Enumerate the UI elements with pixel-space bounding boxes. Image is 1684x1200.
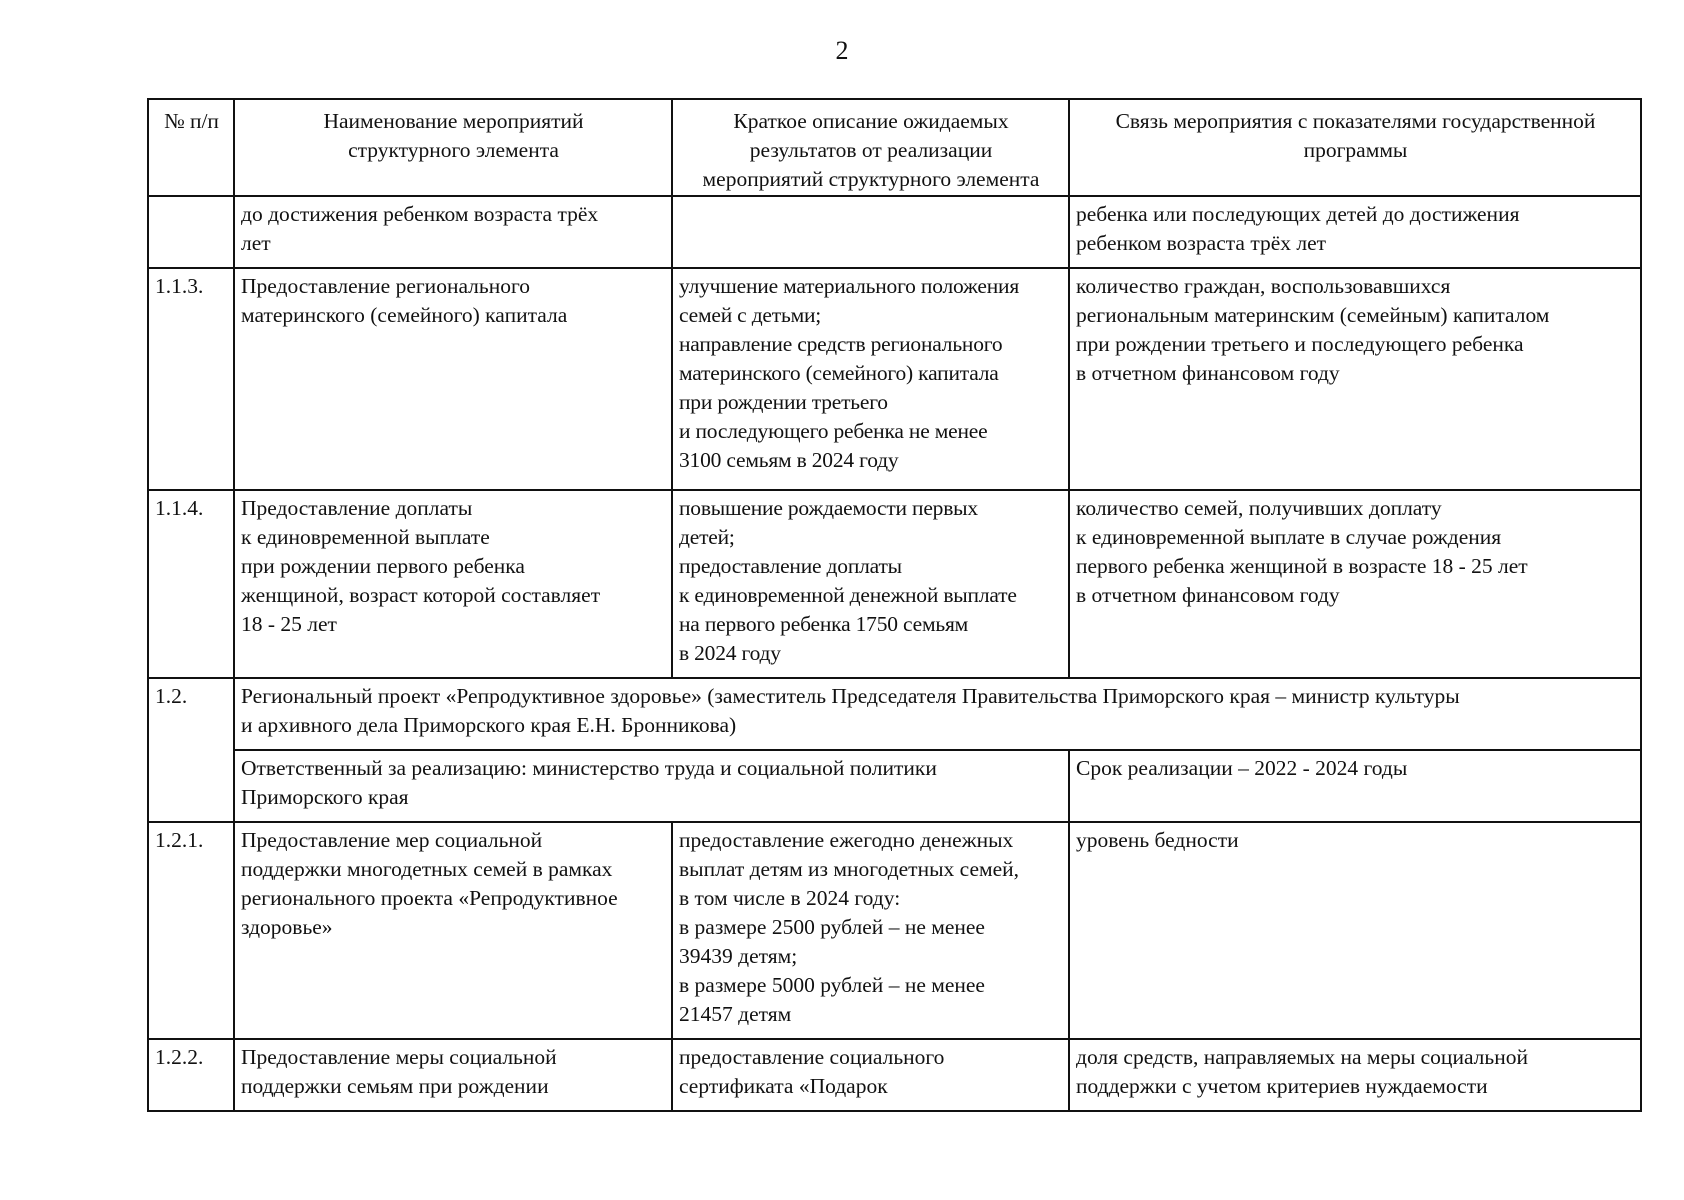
cell-measure-name: Предоставление мер социальной поддержки многодетных семей в рамках регионального проекта «Репродуктивное здоровье» — [234, 822, 672, 1039]
table-row — [148, 490, 1641, 678]
cell-expected-results: повышение рождаемости первых детей; предоставление доплаты к единовременной денежной выплате на первого ребенка 1750 семьям в 2024 году — [672, 490, 1069, 678]
cell-project-term: Срок реализации – 2022 - 2024 годы — [1069, 750, 1641, 822]
cell-number: 1.1.3. — [148, 268, 234, 490]
cell-number: 1.2.1. — [148, 822, 234, 1039]
cell-project-number: 1.2. — [148, 678, 234, 822]
cell-measure-name: Предоставление меры социальной поддержки семьям при рождении — [234, 1039, 672, 1111]
cell-program-indicators: ребенка или последующих детей до достижения ребенком возраста трёх лет — [1069, 196, 1641, 268]
measures-table — [147, 98, 1642, 1112]
cell-program-indicators: количество граждан, воспользовавшихся региональным материнским (семейным) капиталом при рождении третьего и последующего ребенка в отчетном финансовом году — [1069, 268, 1641, 490]
cell-number — [148, 196, 234, 268]
cell-project-responsible: Ответственный за реализацию: министерство труда и социальной политики Приморского края — [234, 750, 1069, 822]
cell-program-indicators: уровень бедности — [1069, 822, 1641, 1039]
page-number: 2 — [835, 36, 849, 65]
cell-expected-results — [672, 196, 1069, 268]
header-program-indicators: Связь мероприятия с показателями государственной программы — [1069, 99, 1641, 196]
table-row — [148, 268, 1641, 490]
cell-measure-name: Предоставление доплаты к единовременной выплате при рождении первого ребенка женщиной, возраст которой составляет 18 - 25 лет — [234, 490, 672, 678]
cell-number: 1.2.2. — [148, 1039, 234, 1111]
cell-expected-results: предоставление социального сертификата «Подарок — [672, 1039, 1069, 1111]
cell-expected-results: улучшение материального положения семей с детьми; направление средств регионального материнского (семейного) капитала при рождении третьего и последующего ребенка не менее 3100 семьям в 2024 году — [672, 268, 1069, 490]
cell-program-indicators: доля средств, направляемых на меры социальной поддержки с учетом критериев нуждаемости — [1069, 1039, 1641, 1111]
project-responsible-row — [148, 750, 1641, 822]
header-measure-name: Наименование мероприятий структурного элемента — [234, 99, 672, 196]
cell-expected-results: предоставление ежегодно денежных выплат детям из многодетных семей, в том числе в 2024 году: в размере 2500 рублей – не менее 39439 детям; в размере 5000 рублей – не менее 21457 детям — [672, 822, 1069, 1039]
cell-program-indicators: количество семей, получивших доплату к единовременной выплате в случае рождения первого ребенка женщиной в возрасте 18 - 25 лет в отчетном финансовом году — [1069, 490, 1641, 678]
table-row — [148, 822, 1641, 1039]
project-title-row — [148, 678, 1641, 750]
cell-measure-name: Предоставление регионального материнского (семейного) капитала — [234, 268, 672, 490]
cell-project-title: Региональный проект «Репродуктивное здоровье» (заместитель Председателя Правительства Приморского края – министр культуры и архивного дела Приморского края Е.Н. Бронникова) — [234, 678, 1641, 750]
table-row — [148, 196, 1641, 268]
cell-measure-name: до достижения ребенком возраста трёх лет — [234, 196, 672, 268]
table-row — [148, 1039, 1641, 1111]
header-expected-results: Краткое описание ожидаемых результатов от реализации мероприятий структурного элемента — [672, 99, 1069, 196]
cell-number: 1.1.4. — [148, 490, 234, 678]
table-header-row — [148, 99, 1641, 196]
header-number: № п/п — [148, 99, 234, 196]
